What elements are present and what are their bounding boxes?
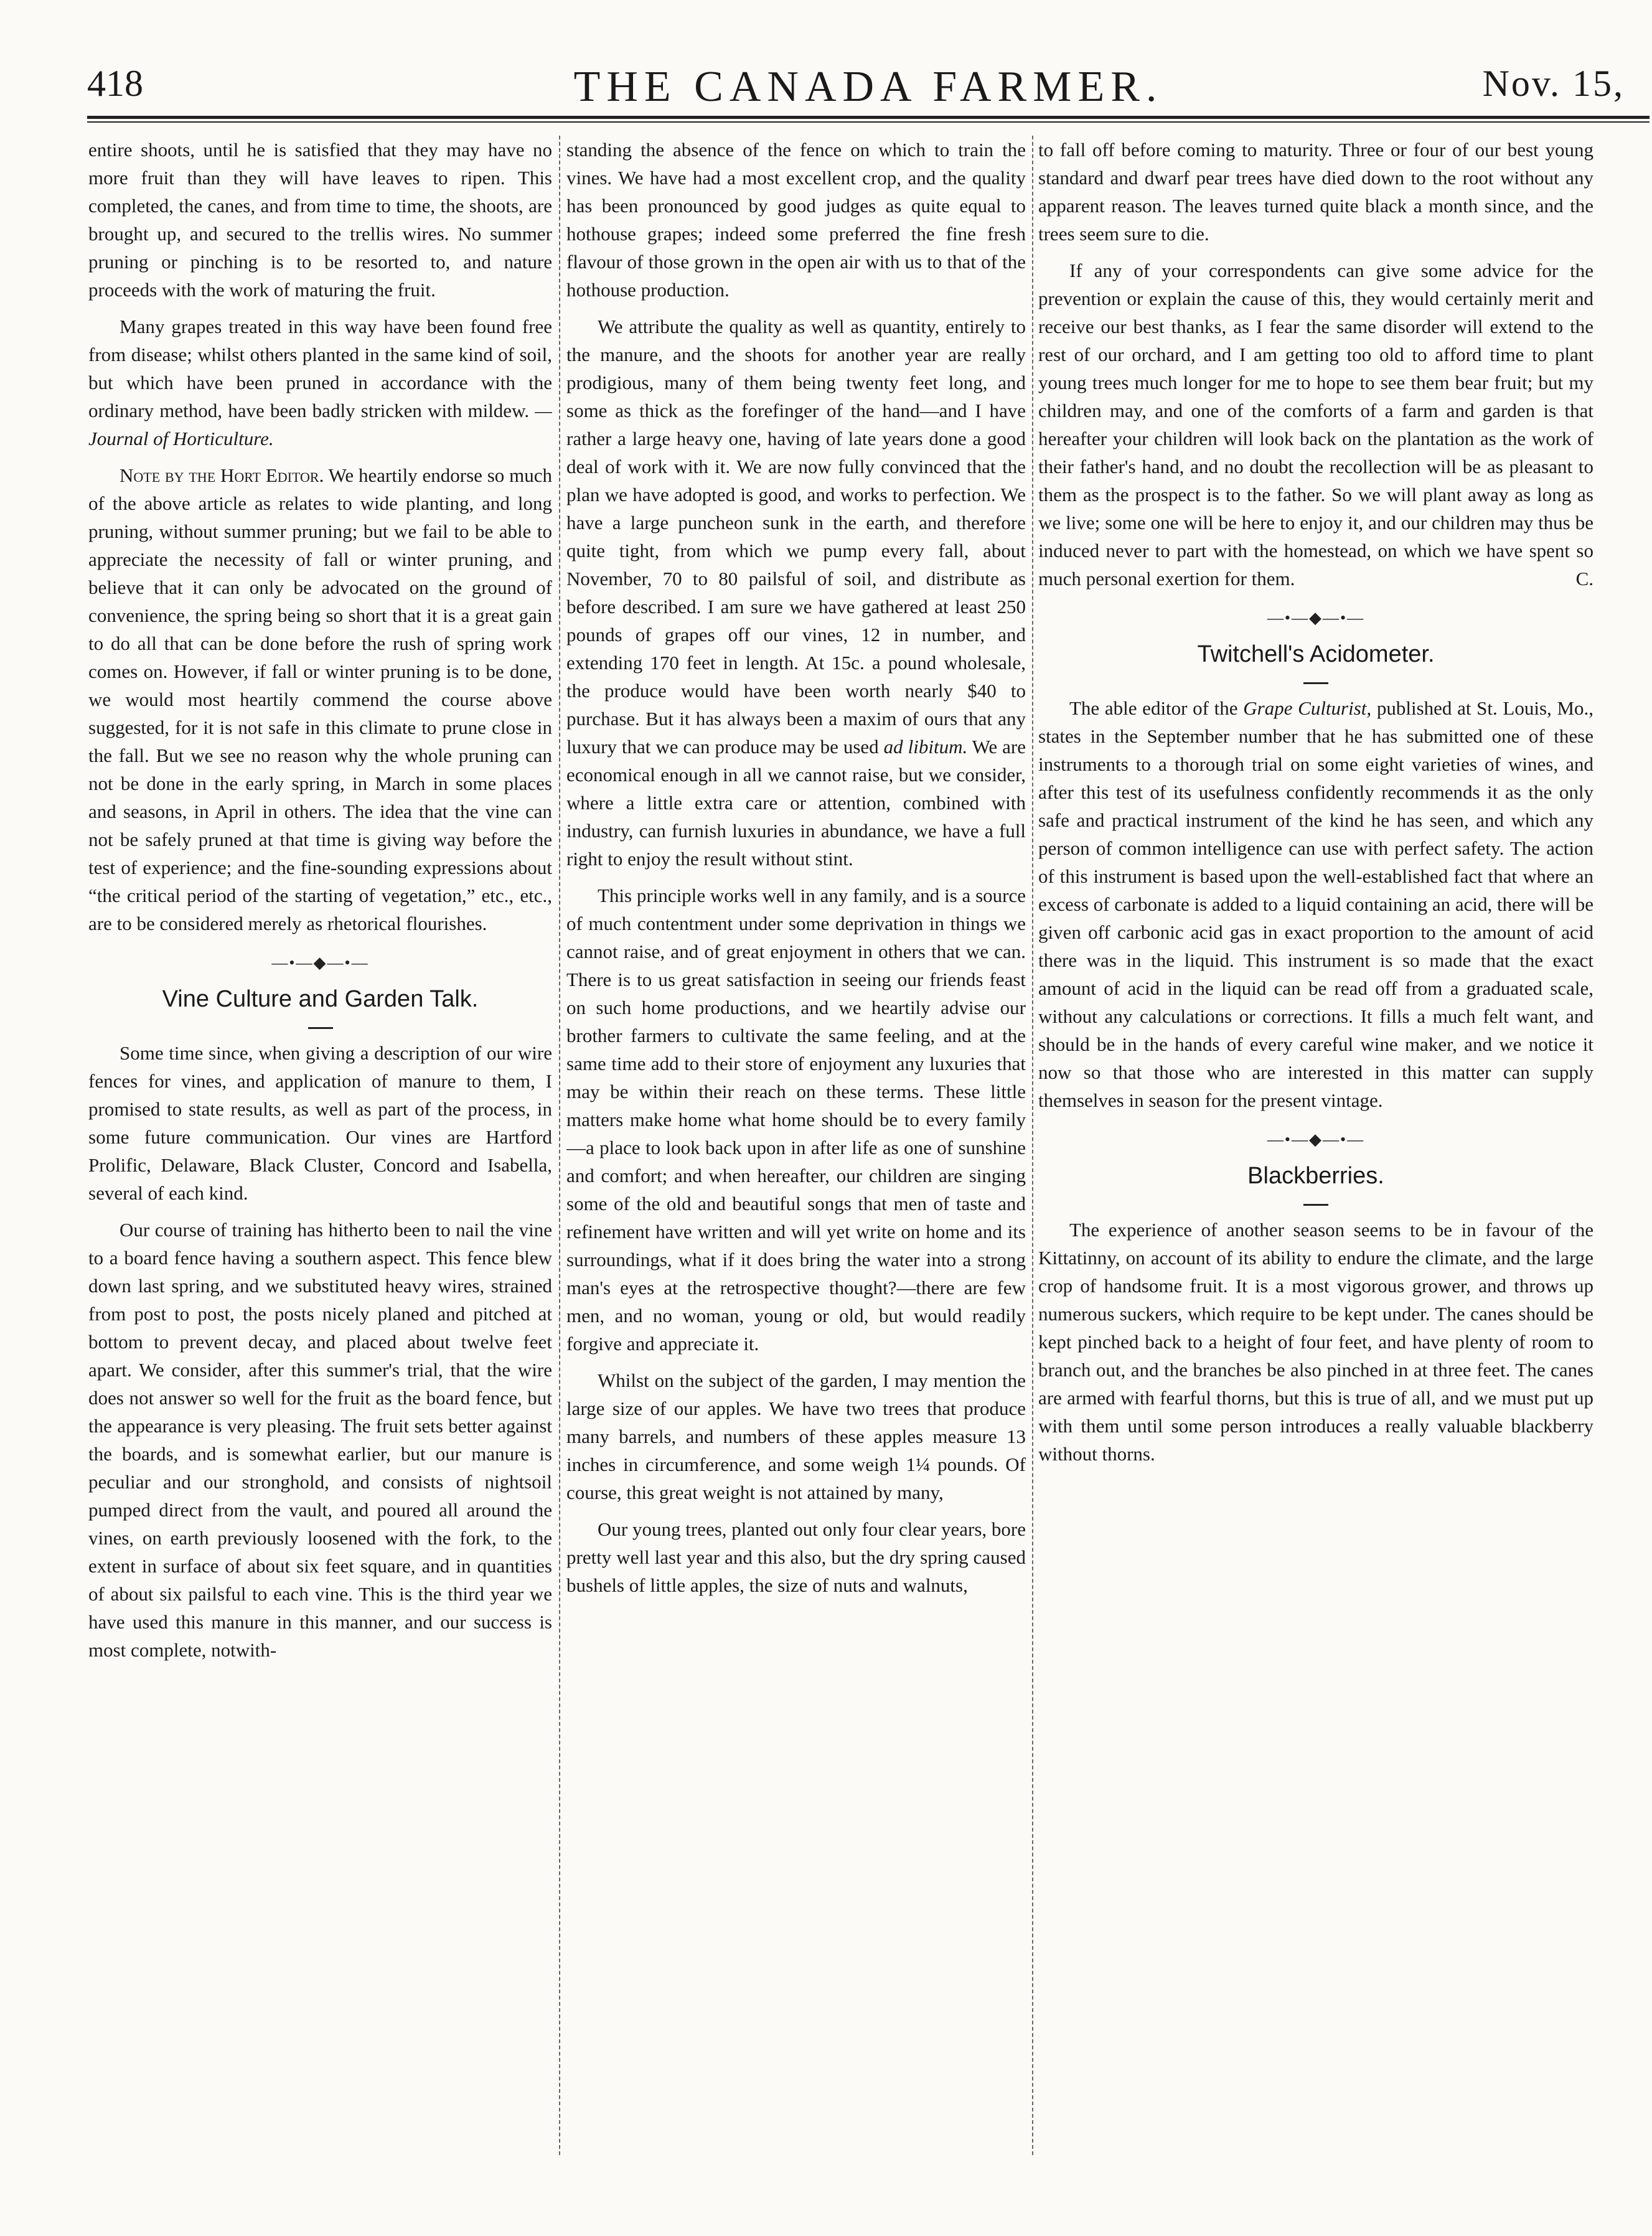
paragraph: Our course of training has hitherto been to nail the vine to a board fence having a southern aspect. This fence blew down last spring, and we substituted heavy wires, strained from post to post, the posts nicely planed and pitched at bottom to prevent decay, and placed about twelve feet apart. We consider, after this summer's trial, that the wire does not answer so well for the fruit as the board fence, but the appearance is very pleasing. The fruit sets better against the boards, and is somewhat earlier, but our manure is peculiar and our stronghold, and consists of nightsoil pumped direct from the vault, and poured all around the vines, on earth previously loosened with the fork, to the extent in surface of about six feet square, and in quantities of about six pailsful to each vine. This is the third year we have used this manure in this manner, and our success is most complete, notwith-: [88, 1219, 552, 1661]
masthead-title: THE CANADA FARMER.: [573, 63, 1163, 111]
section-heading: Vine Culture and Garden Talk.: [162, 986, 479, 1012]
column-2: [566, 136, 1026, 2211]
column-1: [88, 136, 552, 2211]
issue-date: Nov. 15,: [1482, 63, 1625, 104]
paragraph: standing the absence of the fence on which to train the vines. We have had a most excellent crop, and the quality has been pronounced by good judges as quite equal to hothouse grapes; indeed some preferred the fine fresh flavour of those grown in the open air with us to that of the hothouse production.: [566, 139, 1026, 301]
author-signature: C.: [1575, 568, 1593, 590]
paragraph: Many grapes treated in this way have been found free from disease; whilst others planted in the same kind of soil, but which have been pruned in accordance with the ordinary method, have been badly stricken with mildew. —Journal of Horticulture.: [88, 316, 552, 449]
section-heading: Twitchell's Acidometer.: [1197, 641, 1435, 667]
column-3: [1038, 136, 1593, 2211]
paragraph: This principle works well in any family, and is a source of much contentment under some deprivation in things we cannot raise, and of great enjoyment in others that we can. There is to us great satisfaction in seeing our friends feast on such home productions, and we heartily advise our brother farmers to cultivate the same feeling, and at the same time add to their store of enjoyment any luxuries that may be within their reach on these terms. These little matters make home what home should be to every family—a place to look back upon in after life as one of sunshine and comfort; and when hereafter, our children are singing some of the old and beautiful songs that men of taste and refinement have written and will yet write on home and its surroundings, what if it does bring the water into a strong man's eyes at the retrospective thought?—there are few men, and no woman, young or old, but would readily forgive and appreciate it.: [566, 885, 1026, 1355]
paragraph: Some time since, when giving a description of our wire fences for vines, and application of manure to them, I promised to state results, as well as part of the process, in some future communication. Our vines are Hartford Prolific, Delaware, Black Cluster, Concord and Isabella, several of each kind.: [88, 1042, 552, 1204]
section-ornament: —•—◆—•—: [1267, 609, 1365, 627]
heading-dash: [88, 1020, 552, 1029]
column-separator: [559, 136, 560, 2155]
column-separator: [1032, 136, 1033, 2155]
paragraph: Our young trees, planted out only four clear years, bore pretty well last year and this also, but the dry spring caused bushels of little apples, the size of nuts and walnuts,: [566, 1518, 1026, 1596]
heading-dash: [1038, 675, 1593, 684]
page-number: 418: [87, 63, 143, 104]
section-ornament: —•—◆—•—: [271, 954, 369, 972]
paragraph: entire shoots, until he is satisfied that they may have no more fruit than they will have leaves to ripen. This completed, the canes, and from time to time, the shoots, are brought up, and secured to the trellis wires. No summer pruning or pinching is to be resorted to, and nature proceeds with the work of maturing the fruit.: [88, 139, 552, 301]
section-ornament: —•—◆—•—: [1267, 1130, 1365, 1149]
note-label: Note by the Hort Editor.: [120, 464, 324, 486]
source-citation: —Journal of Horticulture.: [88, 400, 552, 449]
paragraph: The experience of another season seems to be in favour of the Kittatinny, on account of its ability to endure the climate, and the large crop of handsome fruit. It is a most vigorous grower, and throws up numerous suckers, which require to be kept under. The canes should be kept pinched back to a height of four feet, and have plenty of room to branch out, and the branches be also pinched in at three feet. The canes are armed with fearful thorns, but this is true of all, and we must put up with them until some person introduces a really valuable blackberry without thorns.: [1038, 1219, 1593, 1465]
section-heading: Blackberries.: [1247, 1163, 1384, 1189]
heading-dash: [1038, 1196, 1593, 1206]
paragraph: If any of your correspondents can give some advice for the prevention or explain the cause of this, they would certainly merit and receive our best thanks, as I fear the same disorder will extend to the rest of our orchard, and I am getting too old to afford time to plant young trees much longer for me to hope to see them bear fruit; but my children may, and one of the comforts of a farm and garden is that hereafter your children will look back on the plantation as the work of their father's hand, and no doubt the recollection will be as pleasant to them as the prospect is to the father. So we will plant away as long as we live; some one will be here to enjoy it, and our children may thus be induced never to part with the homestead, on which we have spent so much personal exertion for them. C.: [1038, 256, 1593, 593]
paragraph: The able editor of the Grape Culturist, published at St. Louis, Mo., states in the September number that he has submitted one of these instruments to a thorough trial on some eight varieties of wines, and after this test of its usefulness confidently recommends it as the only safe and practical instrument of the kind he has seen, and which any person of common intelligence can use with perfect safety. The action of this instrument is based upon the well-established fact that where an excess of carbonate is added to a liquid containing an acid, there will be given off carbonic acid gas in exact proportion to the amount of acid there was in the liquid. This instrument is so made that the exact amount of acid in the liquid can be read off from a graduated scale, without any calculations or corrections. It fills a much felt want, and should be in the hands of every careful wine maker, and we notice it now so that those who are interested in this matter can supply themselves in season for the present vintage.: [1038, 697, 1593, 1111]
paragraph: to fall off before coming to maturity. Three or four of our best young standard and dwarf pear trees have died down to the root without any apparent reason. The leaves turned quite black a month since, and the trees seem sure to die.: [1038, 139, 1593, 245]
paragraph: Whilst on the subject of the garden, I may mention the large size of our apples. We have two trees that produce many barrels, and numbers of these apples measure 13 inches in circumference, and some weigh 1¼ pounds. Of course, this great weight is not attained by many,: [566, 1369, 1026, 1503]
paragraph: We attribute the quality as well as quantity, entirely to the manure, and the shoots for another year are really prodigious, many of them being twenty feet long, and some as thick as the forefinger of the hand—and I have rather a large heavy one, having of late years done a good deal of work with it. We are now fully convinced that the plan we have adopted is good, and works to perfection. We have a large puncheon sunk in the earth, and therefore quite tight, from which we pump every fall, about November, 70 to 80 pailsful of soil, and distribute as before described. I am sure we have gathered at least 250 pounds of grapes off our vines, 12 in number, and extending 170 feet in length. At 15c. a pound wholesale, the produce would have been worth nearly $40 to purchase. But it has always been a maxim of ours that any luxury that we can produce may be used ad libitum. We are economical enough in all we cannot raise, but we consider, where a little extra care or attention, combined with industry, can furnish luxuries in abundance, we have a full right to enjoy the result without stint.: [566, 316, 1026, 870]
page-header: [87, 62, 1650, 131]
header-rule: [87, 116, 1650, 123]
editor-note: Note by the Hort Editor. We heartily endorse so much of the above article as relates to wide planting, and long pruning, without summer pruning; but we fail to be able to appreciate the necessity of fall or winter pruning, and believe that it can only be advocated on the ground of convenience, the spring being so short that it is a great gain to do all that can be done before the rush of spring work comes on. However, if fall or winter pruning is to be done, we would most heartily commend the course above suggested, for it is not safe in this climate to prune close in the fall. But we see no reason why the whole pruning can not be done in the early spring, in March in some places and seasons, in April in others. The idea that the vine can not be safely pruned at that time is giving way before the test of experience; and the fine-sounding expressions about “the critical period of the starting of vegetation,” etc., etc., are to be considered merely as rhetorical flourishes.: [88, 464, 552, 934]
